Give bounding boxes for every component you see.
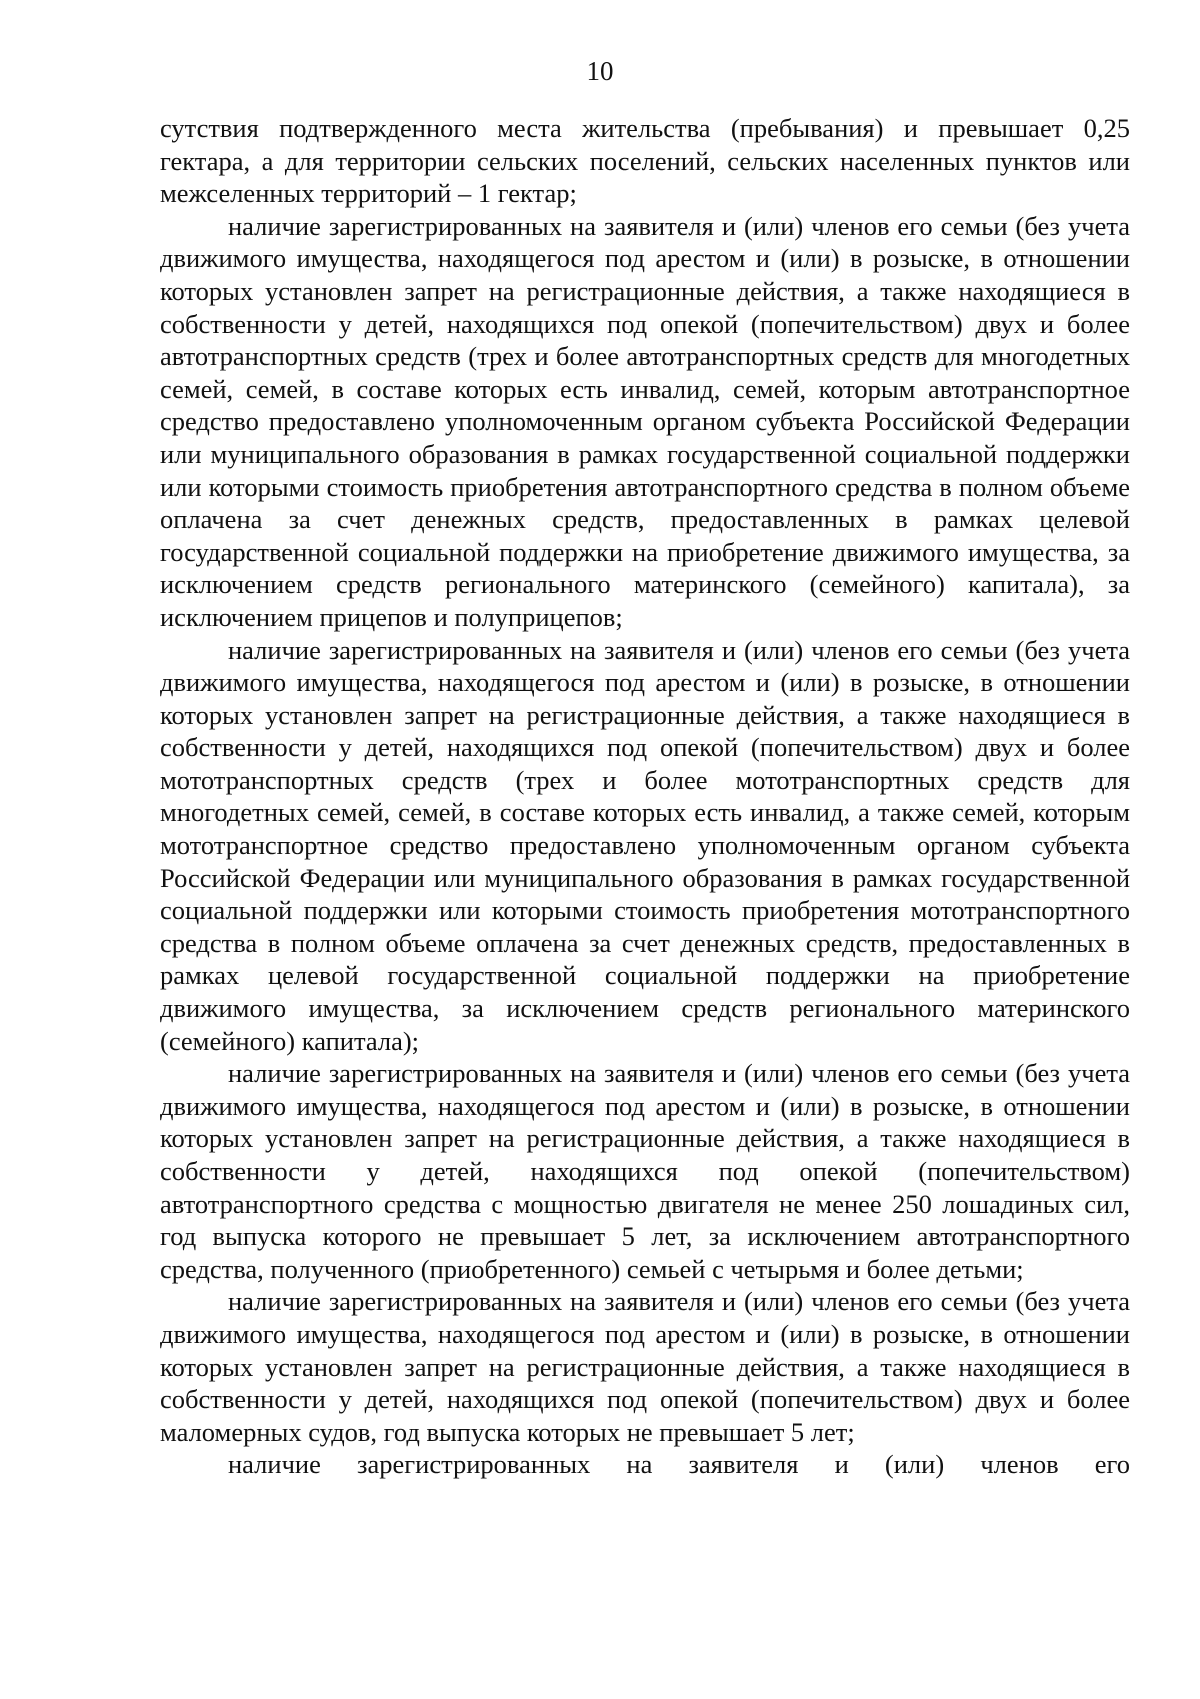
paragraph-vehicles: наличие зарегистрированных на заявителя и (или) членов его семьи (без учета движимого имущества, находящегося под арестом и (или) в розыске, в отношении которых установлен запрет на регистрационные действия, а также находящиеся в собственности у детей, находящихся под опекой (попечительством) двух и более автотранспортных средств (трех и более автотранспортных средств для многодетных семей, семей, в составе которых есть инвалид, семей, которым автотранспортное средство предоставлено уполномоченным органом субъекта Российской Федерации или муниципального образования в рамках государственной социальной поддержки или которыми стоимость приобретения автотранспортного средства в полном объеме оплачена за счет денежных средств, предоставленных в рамках целевой государственной социальной поддержки на приобретение движимого имущества, за исключением средств регионального материнского (семейного) капитала), за исключением прицепов и полуприцепов; — [160, 210, 1130, 632]
paragraph-continuation: сутствия подтвержденного места жительства (пребывания) и превышает 0,25 гектара, а для территории сельских поселений, сельских населенных пунктов или межселенных территорий – 1 гектар; — [160, 113, 1130, 209]
paragraph-motorcycles: наличие зарегистрированных на заявителя и (или) членов его семьи (без учета движимого имущества, находящегося под арестом и (или) в розыске, в отношении которых установлен запрет на регистрационные действия, а также находящиеся в собственности у детей, находящихся под опекой (попечительством) двух и более мототранспортных средств (трех и более мототранспортных средств для многодетных семей, семей, в составе которых есть инвалид, а также семей, которым мототранспортное средство предоставлено уполномоченным органом субъекта Российской Федерации или муниципального образования в рамках государственной социальной поддержки или которыми стоимость приобретения мототранспортного средства в полном объеме оплачена за счет денежных средств, предоставленных в рамках целевой государственной социальной поддержки на приобретение движимого имущества, за исключением средств регионального материнского (семейного) капитала); — [160, 634, 1130, 1056]
paragraph-trailing: наличие зарегистрированных на заявителя и (или) членов его — [228, 1449, 1130, 1480]
page-number: 10 — [586, 56, 614, 86]
paragraph-high-power-vehicle: наличие зарегистрированных на заявителя и (или) членов его семьи (без учета движимого имущества, находящегося под арестом и (или) в розыске, в отношении которых установлен запрет на регистрационные действия, а также находящиеся в собственности у детей, находящихся под опекой (попечительством) автотранспортного средства с мощностью двигателя не менее 250 лошадиных сил, год выпуска которого не превышает 5 лет, за исключением автотранспортного средства, полученного (приобретенного) семьей с четырьмя и более детьми; — [160, 1058, 1130, 1284]
paragraph-small-vessels: наличие зарегистрированных на заявителя и (или) членов его семьи (без учета движимого имущества, находящегося под арестом и (или) в розыске, в отношении которых установлен запрет на регистрационные действия, а также находящиеся в собственности у детей, находящихся под опекой (попечительством) двух и более маломерных судов, год выпуска которых не превышает 5 лет; — [160, 1286, 1130, 1447]
document-body — [160, 112, 1130, 1481]
